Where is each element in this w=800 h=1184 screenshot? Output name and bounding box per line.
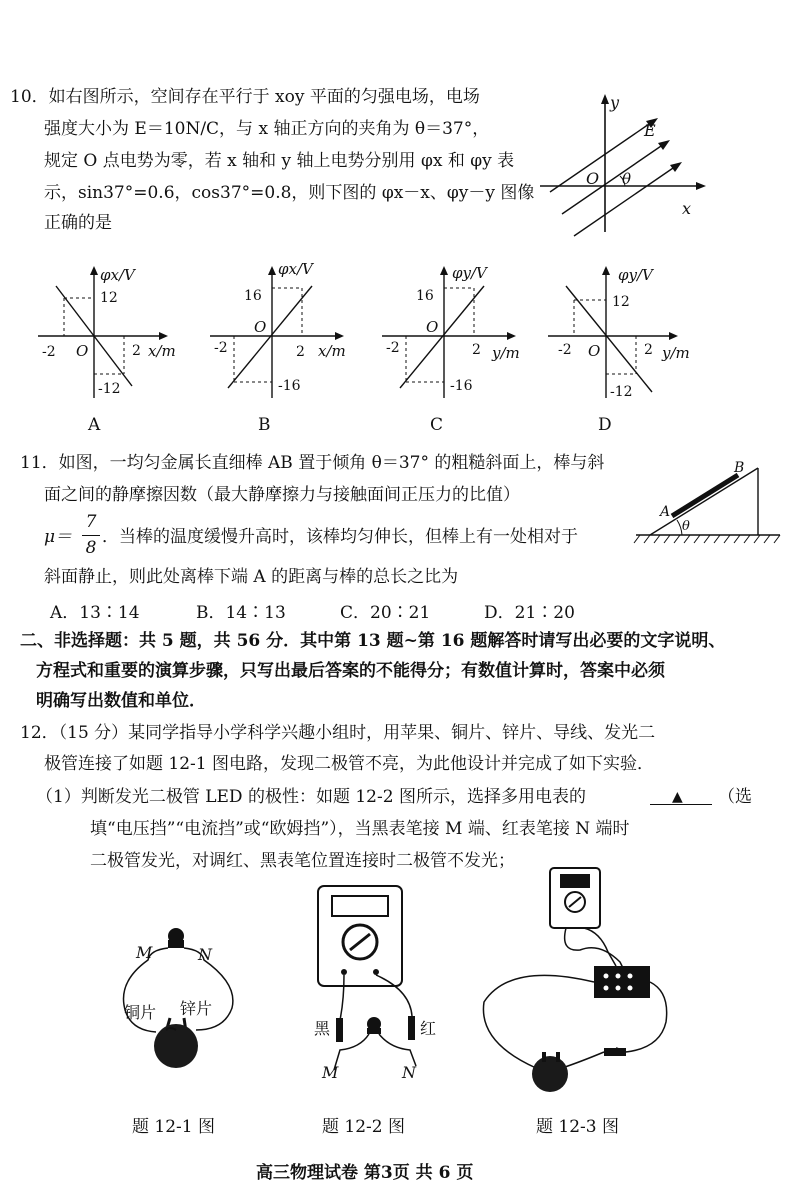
q11-line-1: 11．如图，一均匀金属长直细棒 AB 置于倾角 θ＝37° 的粗糙斜面上，棒与斜 <box>20 453 605 473</box>
section-2-line-3: 明确写出数值和单位． <box>36 691 206 711</box>
q11-option-D: D．21∶20 <box>484 603 575 623</box>
graph-D-origin: O <box>588 342 601 360</box>
q12-sub1-line-2: 填“电压挡”“电流挡”或“欧姆挡”），当黑表笔接 M 端、红表笔接 N 端时 <box>90 819 630 839</box>
apple-3-electrode-2 <box>556 1052 560 1062</box>
graph-A-yname: φx/V <box>100 266 135 284</box>
q11-option-C: C．20∶21 <box>340 603 431 623</box>
graph-A-left: -2 <box>42 344 56 360</box>
ground-hatch <box>634 535 780 543</box>
fig2-label-red: 红 <box>420 1019 437 1038</box>
graph-D-line <box>566 286 652 392</box>
graph-A-bottom: -12 <box>98 381 121 397</box>
figure-12-2 <box>300 880 460 1090</box>
fig1-label-N: N <box>198 945 212 964</box>
graph-A-top: 12 <box>100 290 118 306</box>
graph-D-yarrow-icon <box>602 266 610 275</box>
fig1-label-M: M <box>136 943 153 962</box>
apple-3 <box>532 1056 568 1092</box>
loop-wire-left <box>483 975 594 1068</box>
knife-switch-base <box>604 1048 626 1056</box>
q11-mu: μ＝ <box>44 527 73 547</box>
q11-option-B: B．14∶13 <box>196 603 286 623</box>
q10-line-5: 正确的是 <box>44 213 112 233</box>
graph-D-bottom: -12 <box>610 384 633 400</box>
graph-D-yname: φy/V <box>618 266 653 284</box>
graph-A-xname: x/m <box>148 342 176 360</box>
rod-label-B: B <box>734 460 745 476</box>
q10-line-1: 10．如右图所示，空间存在平行于 xoy 平面的匀强电场，电场 <box>10 87 480 107</box>
label-x: x <box>682 199 692 218</box>
graph-A <box>20 258 195 408</box>
graph-B-xname: x/m <box>318 342 346 360</box>
metal-rod <box>672 475 738 516</box>
q11-mu-numerator: 7 <box>85 512 97 532</box>
section-2-line-1: 二、非选择题：共 5 题，共 56 分．其中第 13 题~第 16 题解答时请写出必要的文字说明、 <box>20 631 726 651</box>
graph-D-top: 12 <box>612 294 630 310</box>
incline-surface <box>650 468 758 535</box>
graph-B-label: B <box>258 415 271 435</box>
graph-B-origin: O <box>254 318 267 336</box>
q11-line-4: 斜面静止，则此处离棒下端 A 的距离与棒的总长之比为 <box>44 567 459 587</box>
incline-label-theta: θ <box>682 519 690 534</box>
graph-C-left: -2 <box>386 340 400 356</box>
graph-C-xname: y/m <box>492 344 520 362</box>
black-probe <box>336 1018 343 1042</box>
graph-B-bottom: -16 <box>278 378 301 394</box>
q11-fraction-bar <box>82 535 100 536</box>
graph-C-top: 16 <box>416 288 434 304</box>
page-footer: 高三物理试卷 第3页 共 6 页 <box>256 1163 474 1183</box>
q10-line-3: 规定 O 点电势为零，若 x 轴和 y 轴上电势分别用 φx 和 φy 表 <box>44 151 515 171</box>
q11-option-A: A．13∶14 <box>50 603 140 623</box>
q10-line-4: 示，sin37°=0.6，cos37°=0.8，则下图的 φx－x、φy－y 图像 <box>44 183 535 203</box>
field-arrow-icon-3 <box>670 162 682 172</box>
apple <box>154 1024 198 1068</box>
fig1-label-copper: 铜片 <box>124 1003 157 1022</box>
label-O: O <box>586 169 600 188</box>
multimeter-display <box>332 896 388 916</box>
fig2-label-black: 黑 <box>314 1019 331 1038</box>
graph-C <box>372 258 547 408</box>
q12-sub1-line-3: 二极管发光，对调红、黑表笔位置连接时二极管不发光； <box>90 851 515 871</box>
led-2-base <box>367 1028 381 1034</box>
graph-C-label: C <box>430 415 444 435</box>
figure-12-3 <box>470 862 690 1102</box>
q12-line-2: 极管连接了如题 12-1 图电路，发现二极管不亮，为此他设计并完成了如下实验． <box>44 754 654 774</box>
q11-line-3: ．当棒的温度缓慢升高时，该棒均匀伸长，但棒上有一处相对于 <box>102 527 578 547</box>
graph-C-origin: O <box>426 318 439 336</box>
fig2-caption: 题 12-2 图 <box>322 1117 405 1137</box>
q11-mu-denominator: 8 <box>85 538 97 558</box>
rod-label-A: A <box>660 504 671 520</box>
q11-line-2: 面之间的静摩擦因数（最大静摩擦力与接触面间正压力的比值） <box>44 485 520 505</box>
graph-B-xarrow-icon <box>335 332 344 340</box>
jack-black <box>341 969 347 975</box>
graph-C-yarrow-icon <box>440 266 448 275</box>
graph-B-line <box>228 286 312 388</box>
graph-C-xarrow-icon <box>507 332 516 340</box>
graph-D-left: -2 <box>558 342 572 358</box>
q12-sub1-line-1: （1）判断发光二极管 LED 的极性：如题 12-2 图所示，选择多用电表的 <box>36 787 586 807</box>
label-E: E <box>644 121 656 140</box>
switch-to-apple-wire <box>562 1052 604 1068</box>
fig3-caption: 题 12-3 图 <box>536 1117 619 1137</box>
q12-sub1-line-1b: （选 <box>718 787 752 807</box>
graph-A-label: A <box>88 415 101 435</box>
graph-D-right: 2 <box>644 342 653 358</box>
section-2-line-2: 方程式和重要的演算步骤，只写出最后答案的不能得分；有数值计算时，答案中必须 <box>36 661 665 681</box>
graph-B-left: -2 <box>214 340 228 356</box>
y-arrow-icon <box>601 94 609 104</box>
graph-D-xarrow-icon <box>669 332 678 340</box>
graph-B <box>200 258 375 408</box>
graph-C-right: 2 <box>472 342 481 358</box>
graph-B-right: 2 <box>296 344 305 360</box>
graph-A-right: 2 <box>132 343 141 359</box>
x-arrow-icon <box>696 182 706 190</box>
jack-red <box>373 969 379 975</box>
fig2-label-N: N <box>402 1063 416 1082</box>
fig1-label-zinc: 锌片 <box>180 999 213 1018</box>
fig1-caption: 题 12-1 图 <box>132 1117 215 1137</box>
field-arrow-icon-2 <box>658 140 670 150</box>
graph-D <box>544 258 719 408</box>
field-figure <box>530 92 710 237</box>
graph-A-xarrow-icon <box>159 332 168 340</box>
label-y: y <box>610 93 620 112</box>
q10-line-2: 强度大小为 E＝10N/C，与 x 轴正方向的夹角为 θ＝37°， <box>44 119 490 139</box>
field-line-1 <box>550 122 652 192</box>
label-theta: θ <box>622 170 632 188</box>
meter-3-lead-2 <box>584 928 616 966</box>
incline-figure <box>630 460 790 550</box>
graph-C-bottom: -16 <box>450 378 473 394</box>
red-probe <box>408 1016 415 1040</box>
led-base <box>168 940 184 948</box>
meter-3-display <box>560 874 590 888</box>
graph-C-yname: φy/V <box>452 264 487 282</box>
field-line-2 <box>562 144 664 214</box>
graph-B-top: 16 <box>244 288 262 304</box>
graph-A-origin: O <box>76 342 89 360</box>
graph-B-yname: φx/V <box>278 260 313 278</box>
q12-line-1: 12．（15 分）某同学指导小学科学兴趣小组时，用苹果、铜片、锌片、导线、发光二 <box>20 723 656 743</box>
graph-A-yarrow-icon <box>90 266 98 275</box>
graph-B-yarrow-icon <box>268 266 276 275</box>
apple-3-electrode-1 <box>542 1052 546 1062</box>
fig2-label-M: M <box>322 1063 339 1082</box>
answer-blank-mark: ▲ <box>672 789 683 805</box>
graph-D-xname: y/m <box>662 344 690 362</box>
figure-12-1 <box>110 920 260 1090</box>
switch-box <box>594 966 650 998</box>
graph-D-label: D <box>598 415 612 435</box>
graph-C-line <box>400 286 484 388</box>
